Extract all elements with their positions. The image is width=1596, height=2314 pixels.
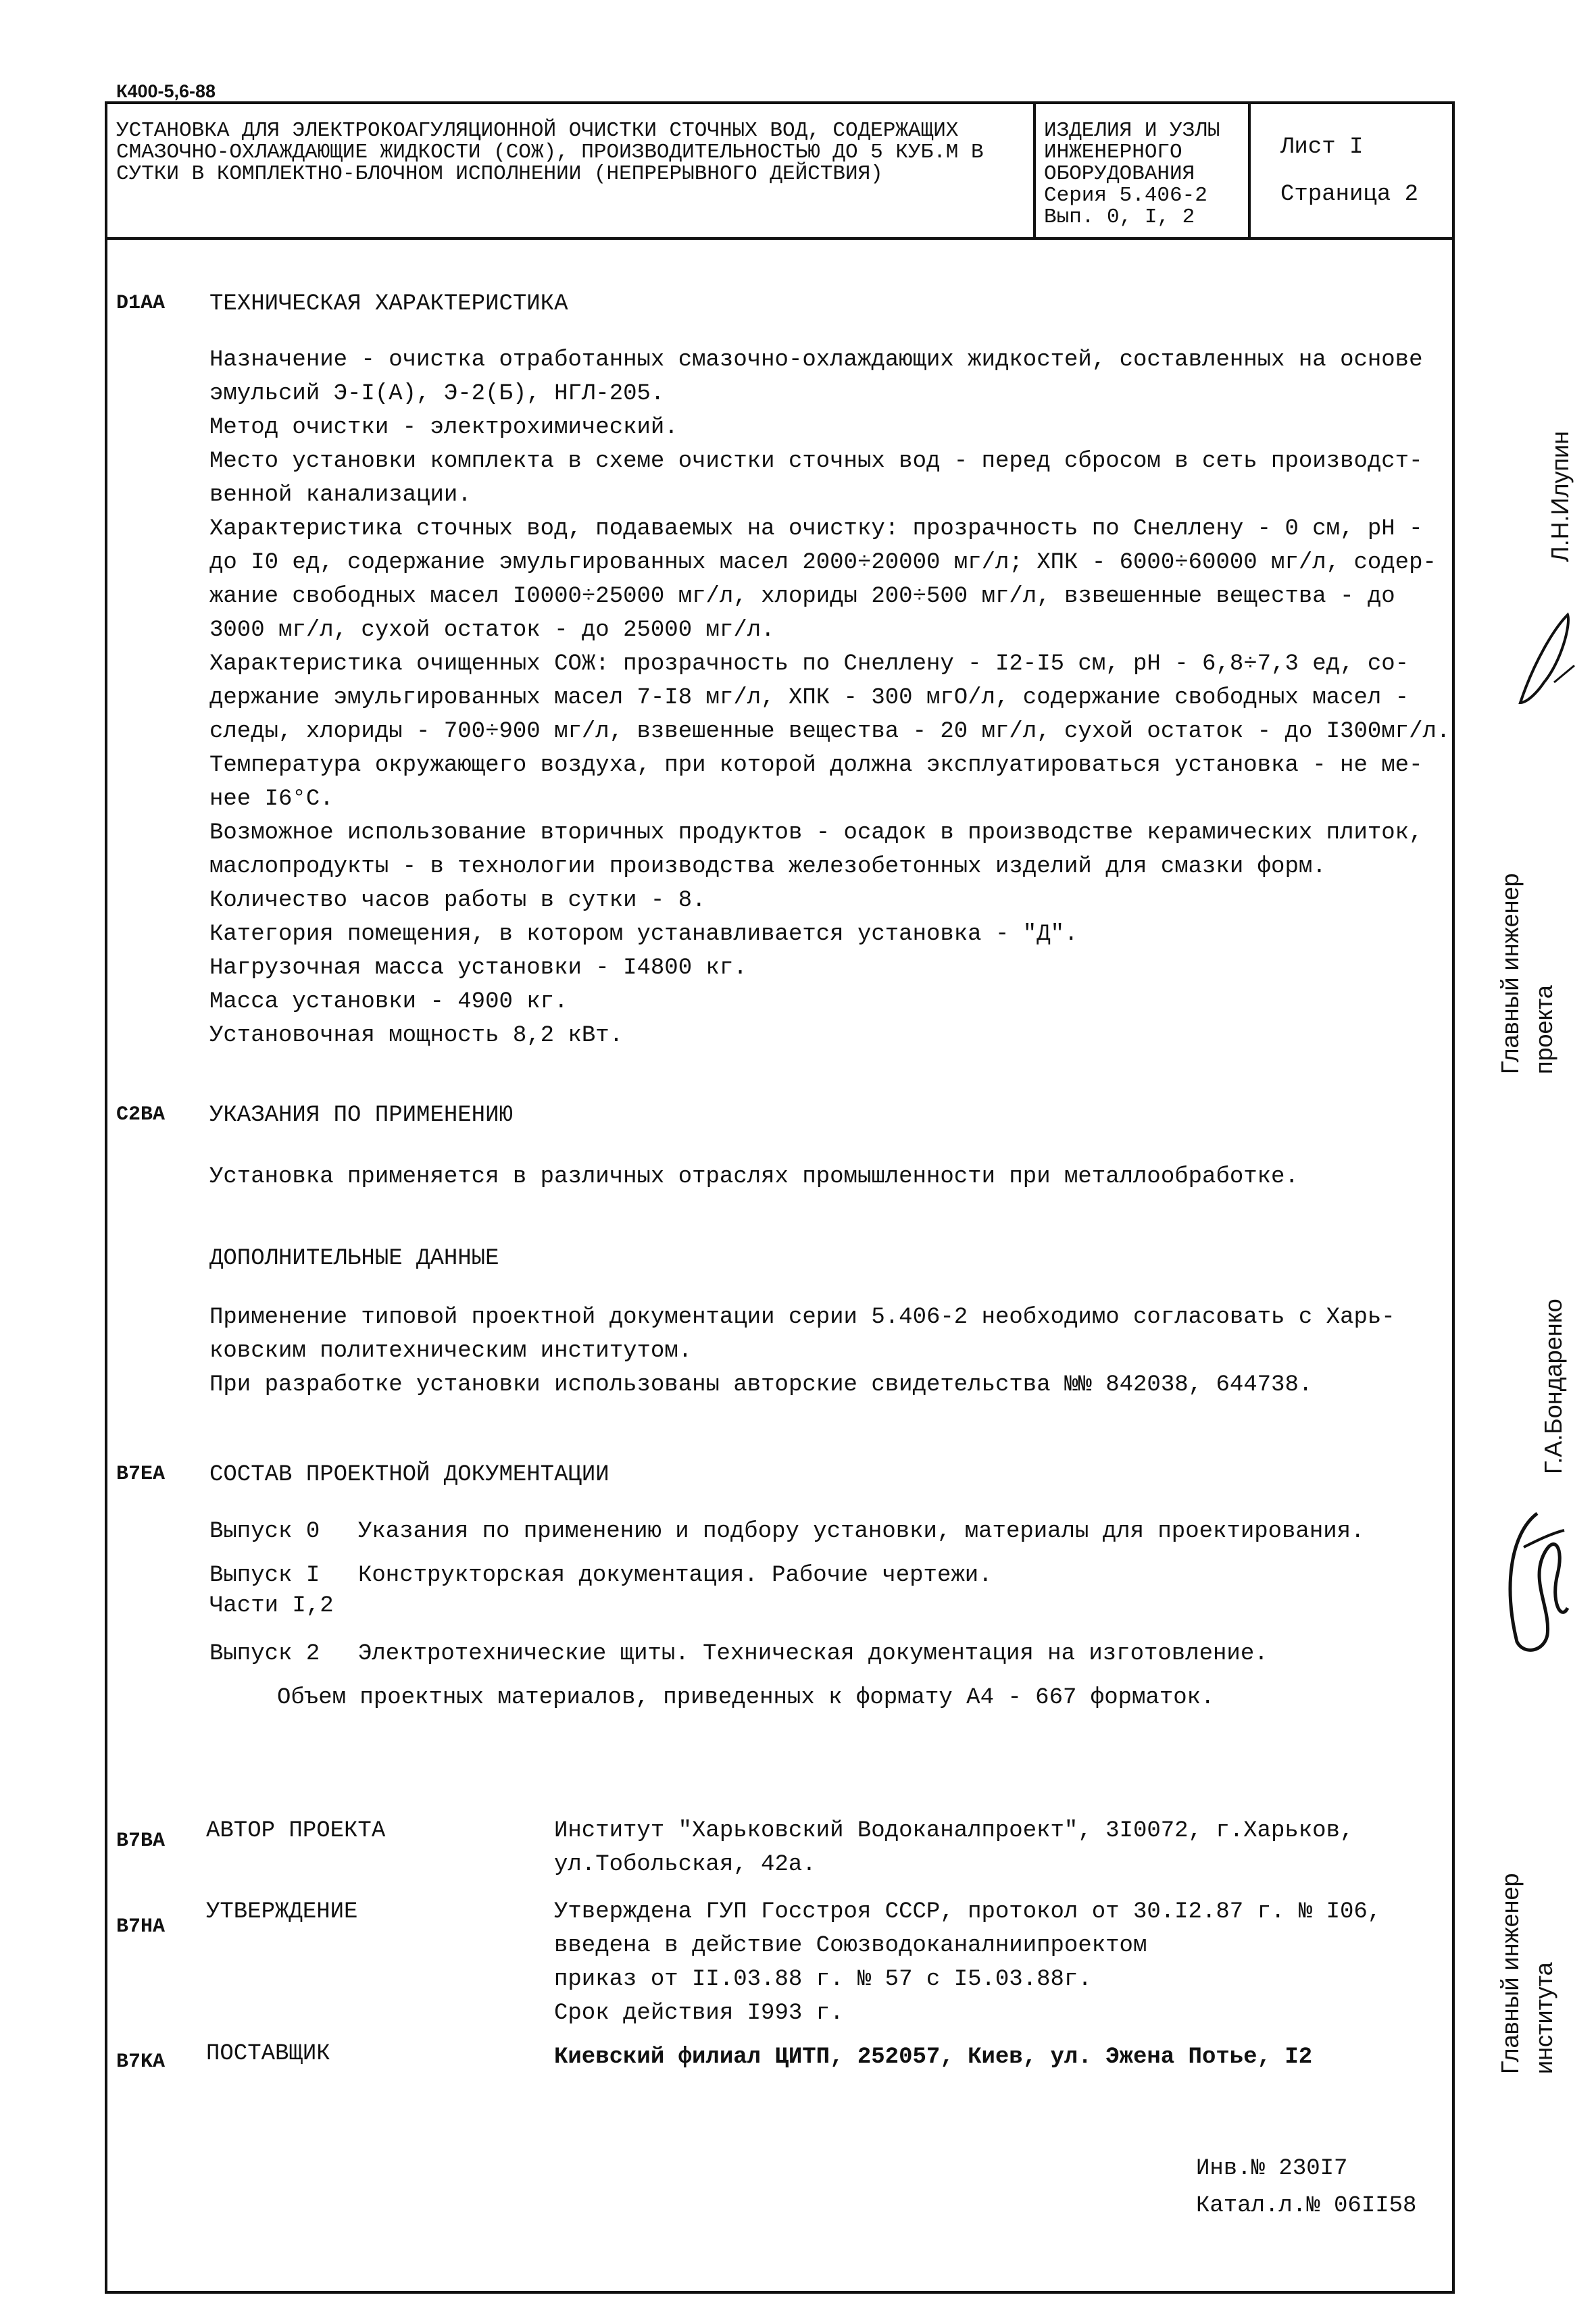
side-role: Главный инженер института bbox=[1496, 1873, 1557, 2074]
text-line: Количество часов работы в сутки - 8. bbox=[209, 888, 706, 913]
catalog-number: Катал.л.№ 06II58 bbox=[1196, 2193, 1417, 2219]
series-line: ИНЖЕНЕРНОГО bbox=[1044, 141, 1182, 164]
text-line: Институт "Харьковский Водоканалпроект", 3I0072, г.Харьков, bbox=[554, 1818, 1354, 1844]
composition-item-label: Выпуск I bbox=[209, 1563, 320, 1588]
section-code: D1AA bbox=[116, 292, 166, 315]
approval-label: УТВЕРЖДЕНИЕ bbox=[206, 1899, 358, 1925]
signature-icon bbox=[1497, 1507, 1578, 1662]
text-line: ул.Тобольская, 42а. bbox=[554, 1852, 816, 1878]
supplier-text: Киевский филиал ЦИТП, 252057, Киев, ул. Эжена Потье, I2 bbox=[554, 2044, 1313, 2070]
side-name: Г.А.Бондаренко bbox=[1539, 1299, 1567, 1474]
text-line: Утверждена ГУП Госстроя СССР, протокол от 30.I2.87 г. № I06, bbox=[554, 1899, 1382, 1925]
sheet-block bbox=[1280, 124, 1418, 218]
series-line: Вып. 0, I, 2 bbox=[1044, 205, 1195, 229]
composition-item-label: Выпуск 0 bbox=[209, 1519, 320, 1544]
text-line: до I0 ед, содержание эмульгированных масел 2000÷20000 мг/л; ХПК - 6000÷60000 мг/л, содер- bbox=[209, 550, 1437, 576]
composition-item-label: Части I,2 bbox=[209, 1593, 334, 1619]
section-code: B7KA bbox=[116, 2051, 166, 2073]
document-title: УСТАНОВКА ДЛЯ ЭЛЕКТРОКОАГУЛЯЦИОННОЙ ОЧИСТКИ СТОЧНЫХ ВОД, СОДЕРЖАЩИХ СМАЗОЧНО-ОХЛАЖДАЮЩИЕ ЖИДКОСТИ (СОЖ), ПРОИЗВОДИТЕЛЬНОСТЬЮ ДО 5 КУБ.М В СУТКИ В КОМПЛЕКТНО-БЛОЧНОМ ИСПОЛНЕНИИ (НЕПРЕРЫВНОГО ДЕЙСТВИЯ) bbox=[116, 119, 984, 186]
section-heading: ТЕХНИЧЕСКАЯ ХАРАКТЕРИСТИКА bbox=[209, 291, 568, 317]
text-line: жание свободных масел I0000÷25000 мг/л, хлориды 200÷500 мг/л, взвешенные вещества - до bbox=[209, 584, 1395, 609]
author-text bbox=[554, 1814, 1432, 1882]
section-heading: ДОПОЛНИТЕЛЬНЫЕ ДАННЫЕ bbox=[209, 1246, 499, 1272]
title-block-divider bbox=[1033, 101, 1036, 240]
text-line: Установочная мощность 8,2 кВт. bbox=[209, 1023, 624, 1049]
text-line: эмульсий Э-I(А), Э-2(Б), НГЛ-205. bbox=[209, 381, 665, 407]
text-line: 3000 мг/л, сухой остаток - до 25000 мг/л. bbox=[209, 618, 775, 643]
series-block bbox=[1044, 120, 1247, 228]
text-line: Возможное использование вторичных продуктов - осадок в производстве керамических плиток, bbox=[209, 820, 1423, 846]
tech-characteristics-text bbox=[209, 343, 1460, 1053]
section-code: C2BA bbox=[116, 1103, 166, 1126]
side-role: Главный инженер проекта bbox=[1496, 873, 1557, 1074]
section-code: B7EA bbox=[116, 1463, 166, 1486]
sheet-number: Лист I bbox=[1280, 134, 1364, 160]
section-heading: СОСТАВ ПРОЕКТНОЙ ДОКУМЕНТАЦИИ bbox=[209, 1462, 609, 1488]
text-line: Назначение - очистка отработанных смазочно-охлаждающих жидкостей, составленных на основе bbox=[209, 347, 1423, 373]
text-line: Характеристика очищенных СОЖ: прозрачность по Снеллену - I2-I5 см, pH - 6,8÷7,3 ед, со- bbox=[209, 651, 1410, 677]
text-line: Срок действия I993 г. bbox=[554, 2001, 844, 2026]
text-line: Характеристика сточных вод, подаваемых на очистку: прозрачность по Снеллену - 0 см, pH - bbox=[209, 516, 1423, 542]
text-line: Метод очистки - электрохимический. bbox=[209, 415, 678, 441]
composition-item-label: Выпуск 2 bbox=[209, 1641, 320, 1667]
series-line: ОБОРУДОВАНИЯ bbox=[1044, 162, 1195, 186]
composition-item-text: Конструкторская документация. Рабочие чертежи. bbox=[358, 1563, 993, 1588]
text-line: Применение типовой проектной документации серии 5.406-2 необходимо согласовать с Харь- bbox=[209, 1305, 1395, 1330]
page-number: Страница 2 bbox=[1280, 182, 1419, 207]
text-line: держание эмульгированных масел 7-I8 мг/л, ХПК - 300 мгО/л, содержание свободных масел - bbox=[209, 685, 1410, 711]
inventory-number: Инв.№ 230I7 bbox=[1196, 2156, 1348, 2182]
application-text: Установка применяется в различных отраслях промышленности при металлообработке. bbox=[209, 1164, 1299, 1190]
composition-item-text: Электротехнические щиты. Техническая документация на изготовление. bbox=[358, 1641, 1268, 1667]
document-code: К400-5,6-88 bbox=[116, 81, 216, 101]
text-line: Нагрузочная масса установки - I4800 кг. bbox=[209, 955, 747, 981]
signature-icon bbox=[1507, 601, 1581, 709]
text-line: введена в действие Союзводоканалниипроектом bbox=[554, 1933, 1147, 1959]
text-line: нее I6°С. bbox=[209, 786, 334, 812]
additional-text bbox=[209, 1301, 1460, 1402]
text-line: венной канализации. bbox=[209, 482, 472, 508]
text-line: следы, хлориды - 700÷900 мг/л, взвешенные вещества - 20 мг/л, сухой остаток - до I300мг/л. bbox=[209, 719, 1451, 745]
text-line: приказ от II.03.88 г. № 57 с I5.03.88г. bbox=[554, 1967, 1092, 1992]
section-code: B7BA bbox=[116, 1830, 166, 1853]
approval-text bbox=[554, 1895, 1432, 2030]
title-block-divider bbox=[1248, 101, 1251, 240]
text-line: При разработке установки использованы авторские свидетельства №№ 842038, 644738. bbox=[209, 1372, 1313, 1398]
section-code: B7HA bbox=[116, 1915, 166, 1938]
series-line: ИЗДЕЛИЯ И УЗЛЫ bbox=[1044, 119, 1220, 143]
section-heading: УКАЗАНИЯ ПО ПРИМЕНЕНИЮ bbox=[209, 1103, 513, 1128]
text-line: Категория помещения, в котором устанавливается установка - "Д". bbox=[209, 922, 1078, 947]
author-label: АВТОР ПРОЕКТА bbox=[206, 1818, 386, 1844]
supplier-label: ПОСТАВЩИК bbox=[206, 2041, 330, 2067]
text-line: Температура окружающего воздуха, при которой должна эксплуатироваться установка - не ме- bbox=[209, 753, 1423, 778]
text-line: маслопродукты - в технологии производства железобетонных изделий для смазки форм. bbox=[209, 854, 1326, 880]
text-line: Масса установки - 4900 кг. bbox=[209, 989, 568, 1015]
series-line: Серия 5.406-2 bbox=[1044, 184, 1207, 207]
text-line: ковским политехническим институтом. bbox=[209, 1338, 693, 1364]
composition-item-text: Указания по применению и подбору установки, материалы для проектирования. bbox=[358, 1519, 1365, 1544]
text-line: Место установки комплекта в схеме очистки сточных вод - перед сбросом в сеть производст- bbox=[209, 449, 1423, 474]
composition-volume: Объем проектных материалов, приведенных к формату А4 - 667 форматок. bbox=[277, 1685, 1215, 1711]
side-name: Л.Н.Илупин bbox=[1546, 431, 1574, 562]
